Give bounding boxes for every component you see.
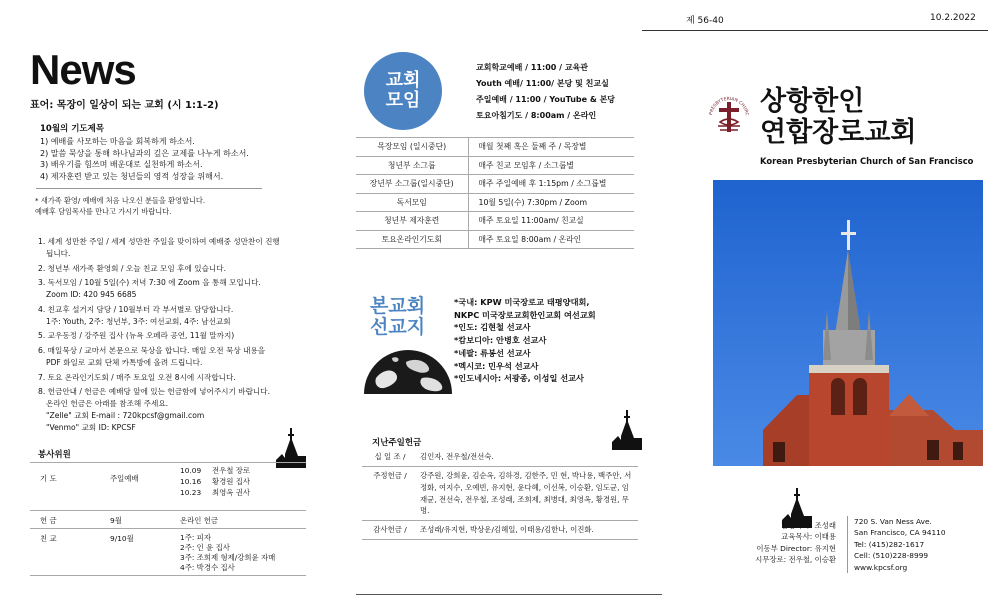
table-row: 독서모임 10월 5일(수) 7:30pm / Zoom <box>356 193 634 212</box>
prayer-item: 3) 배우기를 힘쓰며 배운대로 실천하게 하소서. <box>40 160 203 170</box>
prayer-title: 10월의 기도제목 <box>40 124 105 134</box>
church-address <box>847 516 997 573</box>
church-name: 상항한인 연합장로교회 <box>760 86 917 149</box>
mission-item: *멕시코: 민우석 선교사 <box>454 360 539 371</box>
prayer-item: 1) 예배를 사모하는 마음을 회복하게 하소서. <box>40 137 195 146</box>
missions-list <box>454 296 644 385</box>
issue-number: 제 56-40 <box>686 16 724 26</box>
motto: 표어: 목장이 일상이 되는 교회 (시 1:1-2) <box>30 100 219 111</box>
server-row: 헌 금 9월 온라인 헌금 <box>30 510 306 528</box>
table-row: 십 일 조 / 김인자, 전우철/전선숙. <box>362 448 638 466</box>
address-line: Tel: (415)282-1617 <box>854 539 925 549</box>
church-silhouette-icon <box>612 410 642 450</box>
news-item: 6. 매일묵상 / 교마서 본문으로 묵상을 합니다. 매일 오전 묵상 내용을 PDF 화일로 교회 단체 카톡방에 올려 드립니다. <box>38 346 266 367</box>
staff-line: 시무장로: 전우철, 이승환 <box>755 555 836 565</box>
service-line: 주일예배 / 11:00 / YouTube & 본당 <box>476 95 616 104</box>
server-row: 기 도 주일예배 10.09 전우철 장로 10.16 황경원 집사 10.23 최영옥 권사 <box>30 462 306 510</box>
issue-date: 10.2.2022 <box>930 13 976 23</box>
mission-item: *인도네시아: 서광종, 이성일 선교사 <box>454 373 584 384</box>
news-item: 2. 청년부 새가족 환영회 / 오늘 친교 모임 후에 있습니다. <box>38 263 226 273</box>
worship-schedule <box>476 60 676 124</box>
table-row: 장년부 소그룹(일시중단) 매주 주일예배 후 1:15pm / 소그룹별 <box>356 175 634 194</box>
church-name-en: Korean Presbyterian Church of San Francisco <box>760 156 974 166</box>
divider <box>356 594 662 595</box>
table-row: 토요온라인기도회 매주 토요일 8:00am / 온라인 <box>356 230 634 249</box>
table-row: 청년부 소그룹 매주 친교 모임후 / 소그룹별 <box>356 156 634 175</box>
header-rule <box>642 30 988 31</box>
staff-list <box>700 520 836 566</box>
prayer-item: 2) 말씀 묵상을 통해 하나님과의 깊은 교제를 나누게 하소서. <box>40 148 249 158</box>
mission-item: *캄보디아: 안병호 선교사 <box>454 335 547 346</box>
news-item: 3. 독서모임 / 10월 5일(수) 저녁 7:30 에 Zoom 을 통해 모입니다. Zoom ID: 420 945 6685 <box>38 278 261 300</box>
staff-line: 담임목사: 조성래 <box>781 521 836 530</box>
mission-item: NKPC 미국장로교회한인교회 여선교회 <box>454 309 596 320</box>
servers-title: 봉사위원 <box>38 450 71 460</box>
news-item: 1. 세계 성만찬 주일 / 세계 성만찬 주일을 맞이하여 예배중 성만찬이 진행 됩니다. <box>38 237 280 258</box>
offering-title: 지난주일헌금 <box>372 438 422 448</box>
presbyterian-seal-icon <box>704 92 754 142</box>
news-title: News <box>30 46 136 93</box>
globe-icon <box>362 348 454 394</box>
prayer-item: 4) 제자훈련 받고 있는 청년들의 영적 성장을 위해서. <box>40 171 224 181</box>
news-item: 4. 친교후 설거지 담당 / 10월부터 각 부서별로 담당합니다. 1주: Youth, 2주: 청년부, 3주: 여선교회, 4주: 남선교회 <box>38 304 234 326</box>
table-row: 목장모임 (일시중단) 매월 첫째 혹은 둘째 주 / 목장별 <box>356 138 634 157</box>
prayer-topics <box>40 122 300 182</box>
service-line: 토요아침기도 / 8:00am / 온라인 <box>476 111 597 120</box>
worship-badge: 교회 모임 <box>364 52 442 130</box>
service-line: Youth 예배/ 11:00/ 본당 및 친교실 <box>476 79 609 88</box>
table-row: 주정헌금 / 강주원, 강희윤, 김순옥, 김하경, 김한주, 민 현, 박나용, 백주안, 서정화, 여지수, 오예빈, 유지현, 윤다혜, 이선복, 이승환, 임도균, 임재균, 전선숙, 전우철, 조성래, 조희제, 최병대, 최영옥, 황경원, 무 명. <box>362 466 638 520</box>
table-row: 청년부 제자훈련 매주 토요일 11:00am/ 친교실 <box>356 212 634 231</box>
address-line: 720 S. Van Ness Ave. <box>854 517 932 526</box>
mission-item: *인도: 김현철 선교사 <box>454 322 531 333</box>
server-row: 친 교 9/10월 1주: 피자 2주: 인 윤 집사 3주: 조희제 형제/강희윤 자매 4주: 박경수 집사 <box>30 528 306 576</box>
news-item: 5. 교우동정 / 강주원 집사 (뉴욕 오페라 공연, 11월 말까지) <box>38 331 235 341</box>
website-link[interactable]: www.kpcsf.org <box>854 562 908 572</box>
mission-item: *국내: KPW 미국장로교 태평양대회, <box>454 297 590 307</box>
missions-title: 본교회 선교지 <box>370 295 426 338</box>
table-row: 감사헌금 / 조성래/유지현, 박상운/김혜일, 이태용/김한나, 이진화. <box>362 521 638 540</box>
meetings-table <box>356 137 634 249</box>
welcome-line: * 새가족 환영/ 예배에 처음 나오신 분들을 환영합니다. <box>35 196 206 205</box>
church-photo <box>713 180 983 466</box>
address-line: San Francisco, CA 94110 <box>854 528 946 538</box>
address-line: Cell: (510)228-8999 <box>854 551 929 561</box>
service-line: 교회학교예배 / 11:00 / 교육관 <box>476 63 589 72</box>
divider <box>36 188 262 189</box>
welcome-note <box>35 196 305 218</box>
welcome-line: 예배후 담임목사를 만나고 가시기 바랍니다. <box>35 206 172 216</box>
news-item: 7. 토요 온라인기도회 / 매주 토요일 오전 8시에 시작합니다. <box>38 372 236 382</box>
svg-text:PRESBYTERIAN CHURCH (USA): PRESBYTERIAN CHURC <box>709 96 749 117</box>
mission-item: *네팔: 류봉선 선교사 <box>454 347 531 358</box>
staff-line: 이동부 Director: 유지현 <box>756 543 836 553</box>
news-item: 8. 헌금안내 / 헌금은 예배당 앞에 있는 헌금함에 넣어주시기 바랍니다. 온라인 헌금은 아래를 참조해 주세요. "Zelle" 교회 E-mail : 720kpcsf@gmail.com "Venmo" 교회 ID: KPCSF <box>38 387 270 432</box>
staff-line: 교육목사: 이태용 <box>781 532 836 542</box>
news-list <box>38 236 308 436</box>
offering-table <box>362 448 638 540</box>
